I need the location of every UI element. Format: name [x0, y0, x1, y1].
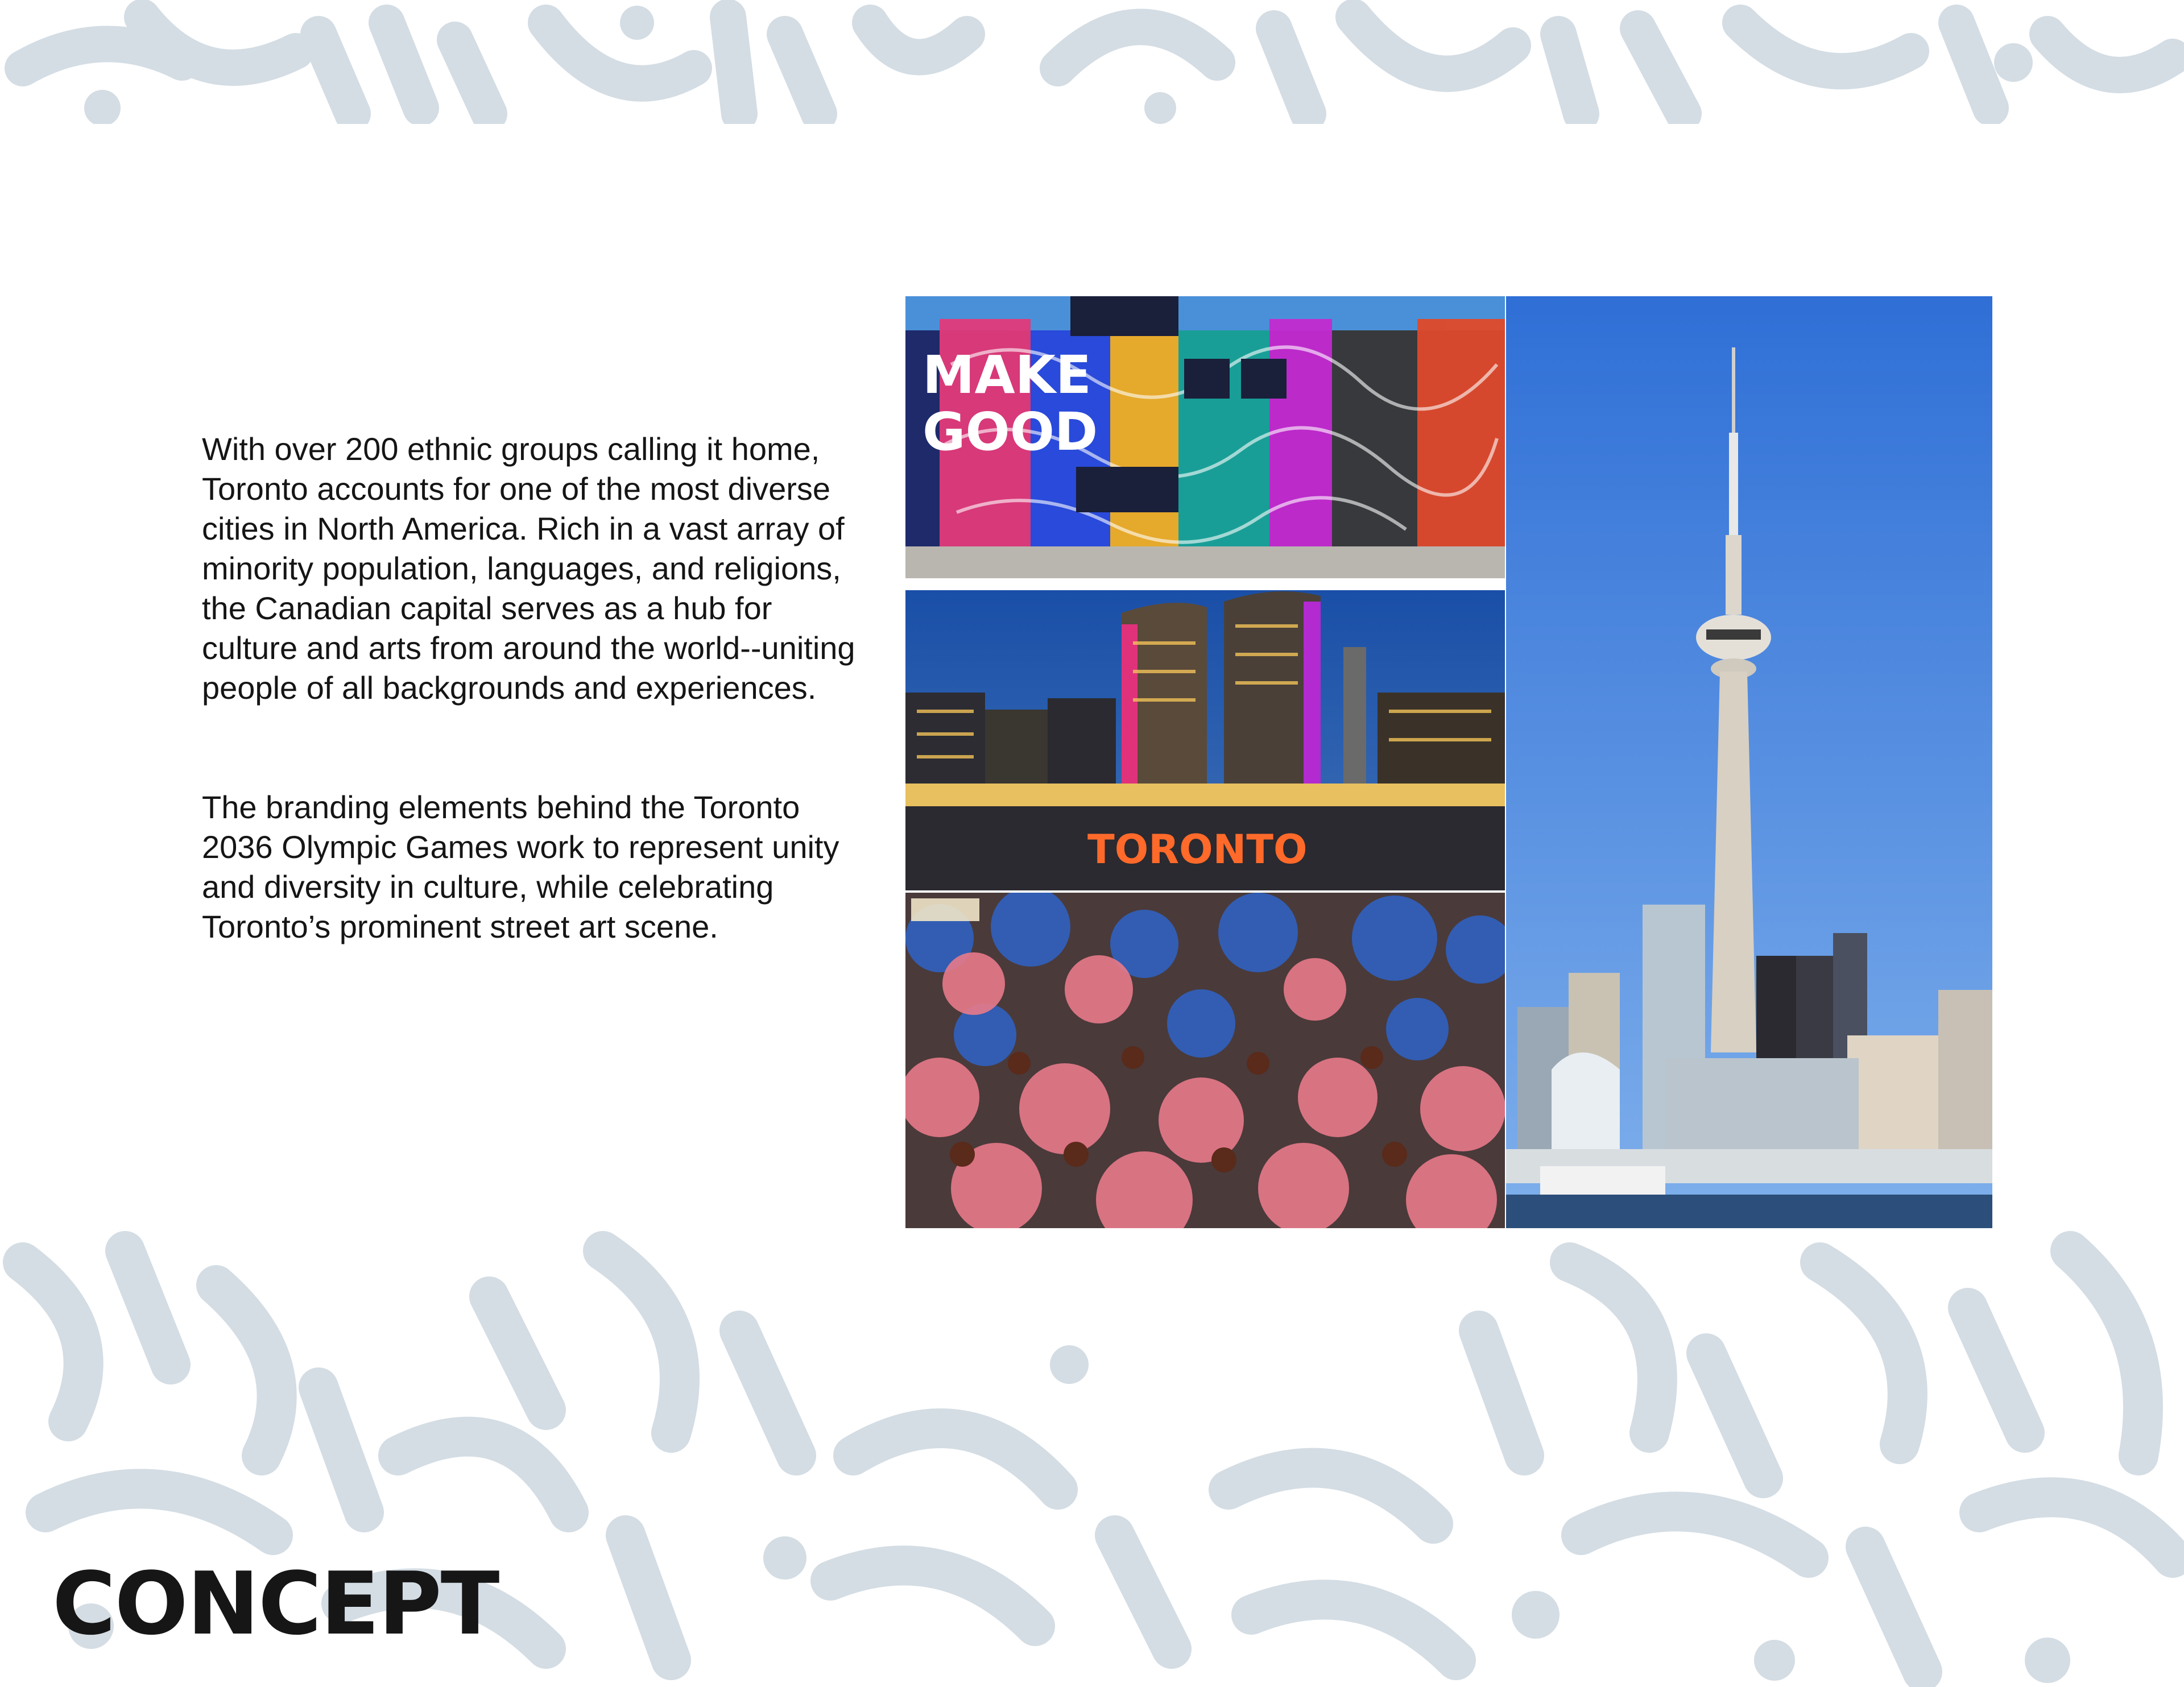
mural-text-good: GOOD [923, 401, 1098, 462]
intro-paragraph: With over 200 ethnic groups calling it home, Toronto accounts for one of the most diverse cities in North America. Rich in a vast array of minority population, languages, and religions, the Canadian capital serves as a hub for culture and arts from around the world--uniting people of all backgrounds and experiences. [202, 431, 855, 706]
decorative-pattern-top [0, 0, 2184, 124]
carnival-crowd-photo [905, 893, 1505, 1228]
city-hall-night-photo [905, 590, 1505, 890]
cn-tower-skyline-photo [1506, 296, 1992, 1228]
branding-paragraph: The branding elements behind the Toronto 2036 Olympic Games work to represent unity and diversity in culture, while celebrating Toronto’s prominent street art scene. [202, 789, 839, 944]
mural-text-make: MAKE [923, 345, 1091, 405]
section-title-concept: CONCEPT [52, 1553, 499, 1654]
toronto-sign-text: TORONTO [1087, 826, 1308, 873]
street-art-mural-photo [905, 296, 1505, 578]
